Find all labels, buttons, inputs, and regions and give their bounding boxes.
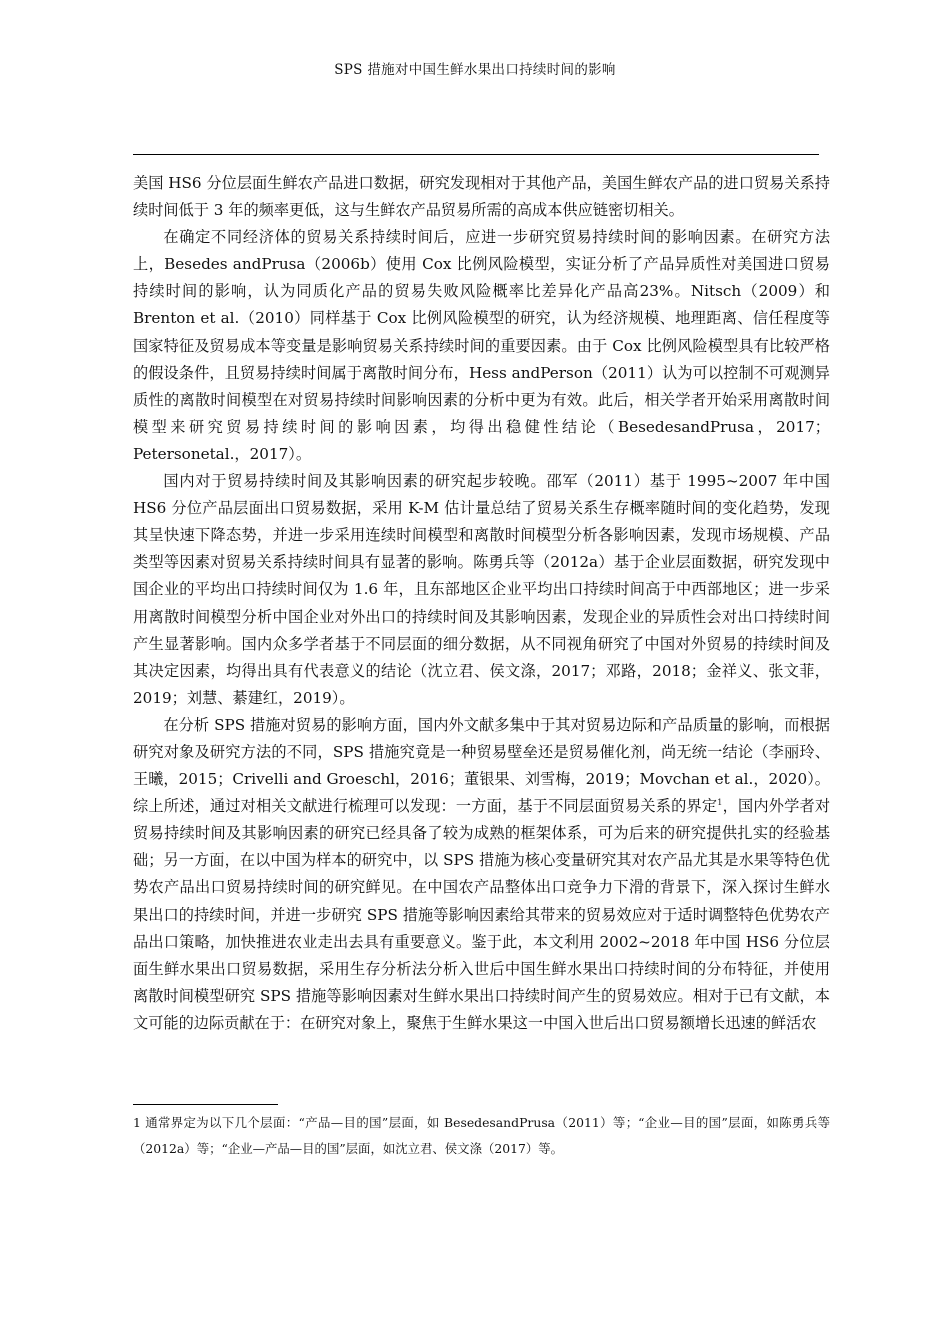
paragraph-3: 国内对于贸易持续时间及其影响因素的研究起步较晚。邵军（2011）基于 1995~2007 年中国 HS6 分位产品层面出口贸易数据，采用 K-M 估计量总结了贸易关系生存概率随时间的变化趋势，发现其呈快速下降态势，并进一步采用连续时间模型和离散时间模型分析各影响因素，发现市场规模、产品类型等因素对贸易关系持续时间具有显著的影响。陈勇兵等（2012a）基于企业层面数据，研究发现中国企业的平均出口持续时间仅为 1.6 年，且东部地区企业平均出口持续时间高于中西部地区；进一步采用离散时间模型分析中国企业对外出口的持续时间及其影响因素，发现企业的异质性会对出口持续时间产生显著影响。国内众多学者基于不同层面的细分数据，从不同视角研究了中国对外贸易的持续时间及其决定因素，均得出具有代表意义的结论（沈立君、侯文涤，2017；邓路，2018；金祥义、张文菲，2019；刘慧、綦建红，2019）。 [133,472,830,707]
footnote-ref[interactable]: 1 [717,798,723,808]
footnote [133,1110,830,1162]
footnote-rule [133,1104,278,1105]
footnote-text: 1 通常界定为以下几个层面：“产品—目的国”层面，如 BesedesandPrusa（2011）等；“企业—目的国”层面，如陈勇兵等（2012a）等；“企业—产品—目的国”层面，如沈立君、侯文涤（2017）等。 [133,1115,830,1156]
running-header: SPS 措施对中国生鲜水果出口持续时间的影响 [334,62,616,78]
paragraph-4-part-2: ，国内外学者对贸易持续时间及其影响因素的研究已经具备了较为成熟的框架体系，可为后来的研究提供扎实的经验基础；另一方面，在以中国为样本的研究中，以 SPS 措施为核心变量研究其对农产品尤其是水果等特色优势农产品出口贸易持续时间的研究鲜见。在中国农产品整体出口竞争力下滑的背景下，深入探讨生鲜水果出口的持续时间，并进一步研究 SPS 措施等影响因素给其带来的贸易效应对于适时调整特色优势农产品出口策略，加快推进农业走出去具有重要意义。鉴于此，本文利用 2002~2018 年中国 HS6 分位层面生鲜水果出口贸易数据，采用生存分析法分析入世后中国生鲜水果出口持续时间的分布特征，并使用离散时间模型研究 SPS 措施等影响因素对生鲜水果出口持续时间产生的贸易效应。相对于已有文献，本文可能的边际贡献在于：在研究对象上，聚焦于生鲜水果这一中国入世后出口贸易额增长迅速的鲜活农 [133,797,831,1032]
paragraph-4 [133,712,830,1037]
header-rule [133,154,819,155]
paragraph-4-part-1: 在分析 SPS 措施对贸易的影响方面，国内外文献多集中于其对贸易边际和产品质量的影响，而根据研究对象及研究方法的不同，SPS 措施究竟是一种贸易壁垒还是贸易催化剂，尚无统一结论（李丽玲、王曦，2015；Crivelli and Groeschl，2016；董银果、刘雪梅，2019；Movchan et al.，2020）。综上所述，通过对相关文献进行梳理可以发现：一方面，基于不同层面贸易关系的界定 [133,715,830,816]
paragraph-1: 美国 HS6 分位层面生鲜农产品进口数据，研究发现相对于其他产品，美国生鲜农产品的进口贸易关系持续时间低于 3 年的频率更低，这与生鲜农产品贸易所需的高成本供应链密切相关。 [133,174,830,220]
paragraph-2: 在确定不同经济体的贸易关系持续时间后，应进一步研究贸易持续时间的影响因素。在研究方法上，Besedes andPrusa（2006b）使用 Cox 比例风险模型，实证分析了产品异质性对美国进口贸易持续时间的影响，认为同质化产品的贸易失败风险概率比差异化产品高23%。Nitsch（2009）和 Brenton et al.（2010）同样基于 Cox 比例风险模型的研究，认为经济规模、地理距离、信任程度等国家特征及贸易成本等变量是影响贸易关系持续时间的重要因素。由于 Cox 比例风险模型具有比较严格的假设条件，且贸易持续时间属于离散时间分布，Hess andPerson（2011）认为可以控制不可观测异质性的离散时间模型在对贸易持续时间影响因素的分析中更为有效。此后，相关学者开始采用离散时间模型来研究贸易持续时间的影响因素，均得出稳健性结论（BesedesandPrusa，2017；Petersonetal.，2017）。 [133,228,830,463]
body-text [133,170,830,1037]
